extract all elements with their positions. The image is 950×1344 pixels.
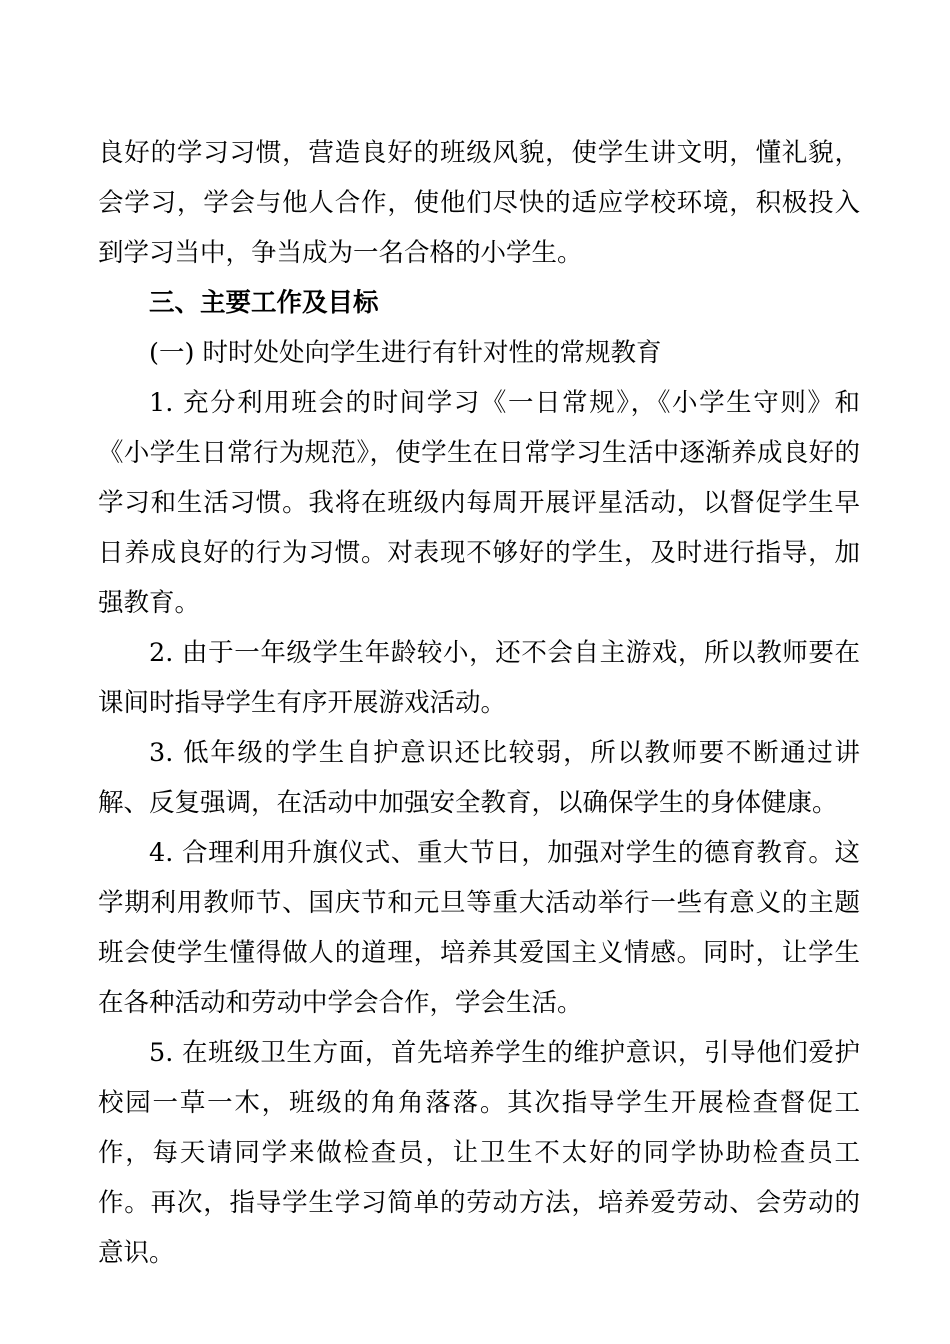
section-heading: 三、主要工作及目标	[149, 288, 379, 318]
paragraph-item-1: 1. 充分利用班会的时间学习《一日常规》，《小学生守则》和《小学生日常行为规范》，使学生在日常学习生活中逐渐养成良好的学习和生活习惯。我将在班级内每周开展评星活动，以督促学生早日养成良好的行为习惯。对表现不够好的学生，及时进行指导，加强教育。	[98, 388, 860, 618]
subsection-heading: (一) 时时处处向学生进行有针对性的常规教育	[149, 338, 662, 368]
paragraph-item-3: 3. 低年级的学生自护意识还比较弱，所以教师要不断通过讲解、反复强调，在活动中加强安全教育，以确保学生的身体健康。	[98, 738, 860, 818]
paragraph-item-2: 2. 由于一年级学生年龄较小，还不会自主游戏，所以教师要在课间时指导学生有序开展游戏活动。	[98, 638, 860, 718]
document-page	[98, 128, 860, 1278]
paragraph-continuation: 良好的学习习惯，营造良好的班级风貌，使学生讲文明，懂礼貌，会学习，学会与他人合作，使他们尽快的适应学校环境，积极投入到学习当中，争当成为一名合格的小学生。	[98, 138, 860, 268]
paragraph-item-4: 4. 合理利用升旗仪式、重大节日，加强对学生的德育教育。这学期利用教师节、国庆节和元旦等重大活动举行一些有意义的主题班会使学生懂得做人的道理，培养其爱国主义情感。同时，让学生在各种活动和劳动中学会合作，学会生活。	[98, 838, 860, 1018]
paragraph-item-5: 5. 在班级卫生方面，首先培养学生的维护意识，引导他们爱护校园一草一木，班级的角角落落。其次指导学生开展检查督促工作，每天请同学来做检查员，让卫生不太好的同学协助检查员工作。再次，指导学生学习简单的劳动方法，培养爱劳动、会劳动的意识。	[98, 1038, 860, 1268]
